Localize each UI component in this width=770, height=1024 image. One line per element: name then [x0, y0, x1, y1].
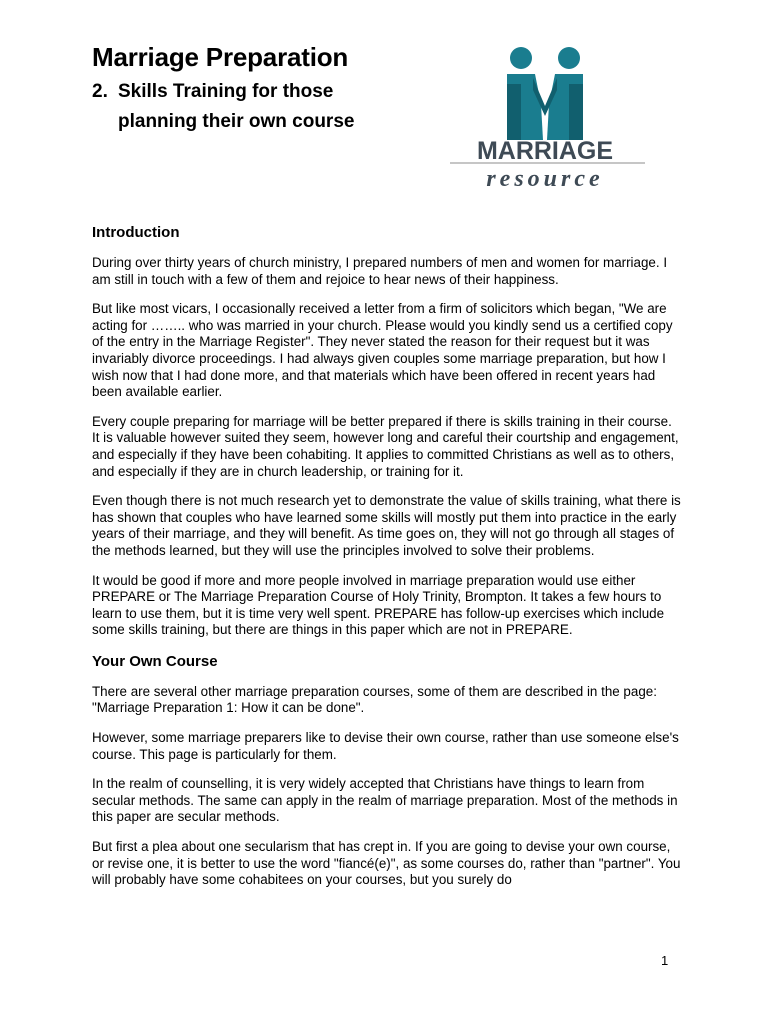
paragraph: It would be good if more and more people involved in marriage preparation would use either PREPARE or The Marriage Preparation Course of Holy Trinity, Brompton. It takes a few hours to learn to use them, but it is time very well spent. PREPARE has follow-up exercises which include some skills training, but there are things in this paper which are not in PREPARE.: [92, 572, 665, 638]
document-body: [92, 223, 682, 902]
logo-word-marriage: MARRIAGE: [476, 137, 614, 165]
subtitle-line-2: planning their own course: [118, 111, 355, 132]
paragraph: However, some marriage preparers like to devise their own course, rather than use someone else's course. This page is particularly for them.: [92, 730, 679, 762]
marriage-resource-logo: [445, 44, 650, 192]
subtitle-line-1: Skills Training for those: [118, 81, 334, 102]
section-heading-your-own-course: Your Own Course: [92, 652, 218, 670]
paragraph: Every couple preparing for marriage will be better prepared if there is skills training in their course. It is valuable however suited they seem, however long and careful their courtship and engagement, and especially if they have been cohabiting. It applies to committed Christians as well as to others, and especially if they are in church leadership, or training for it.: [92, 413, 679, 479]
subtitle-number: 2.: [92, 81, 108, 102]
paragraph: In the realm of counselling, it is very widely accepted that Christians have things to learn from secular methods. The same can apply in the realm of marriage preparation. Most of the methods in this paper are secular methods.: [92, 776, 678, 825]
paragraph: But like most vicars, I occasionally received a letter from a firm of solicitors which began, "We are acting for …….. who was married in your church. Please would you kindly send us a certified copy of the entry in the Marriage Register". They never stated the reason for their request but it was invariably divorce proceedings. I had always given couples some marriage preparation, but how I wish now that I had done more, and that materials which have been offered in recent years had been available earlier.: [92, 301, 673, 400]
page-number: 1: [661, 953, 669, 968]
paragraph: But first a plea about one secularism that has crept in. If you are going to devise your own course, or revise one, it is better to use the word "fiancé(e)", as some courses do, rather than "partner". You will probably have some cohabitees on your courses, but you surely do: [92, 839, 681, 888]
logo-word-resource: resource: [486, 166, 604, 192]
paragraph: There are several other marriage preparation courses, some of them are described in the page: "Marriage Preparation 1: How it can be done".: [92, 683, 657, 716]
paragraph: Even though there is not much research yet to demonstrate the value of skills training, what there is has shown that couples who have learned some skills will mostly put them into practice in the early years of their marriage, and they will benefit. As time goes on, they will not go through all stages of the methods learned, but they will use the principles involved to solve their problems.: [92, 493, 681, 558]
document-subtitle: [92, 77, 354, 137]
document-title: Marriage Preparation: [92, 42, 349, 72]
section-heading-introduction: Introduction: [92, 224, 180, 241]
paragraph: During over thirty years of church ministry, I prepared numbers of men and women for marriage. I am still in touch with a few of them and rejoice to hear news of their happiness.: [92, 255, 668, 287]
